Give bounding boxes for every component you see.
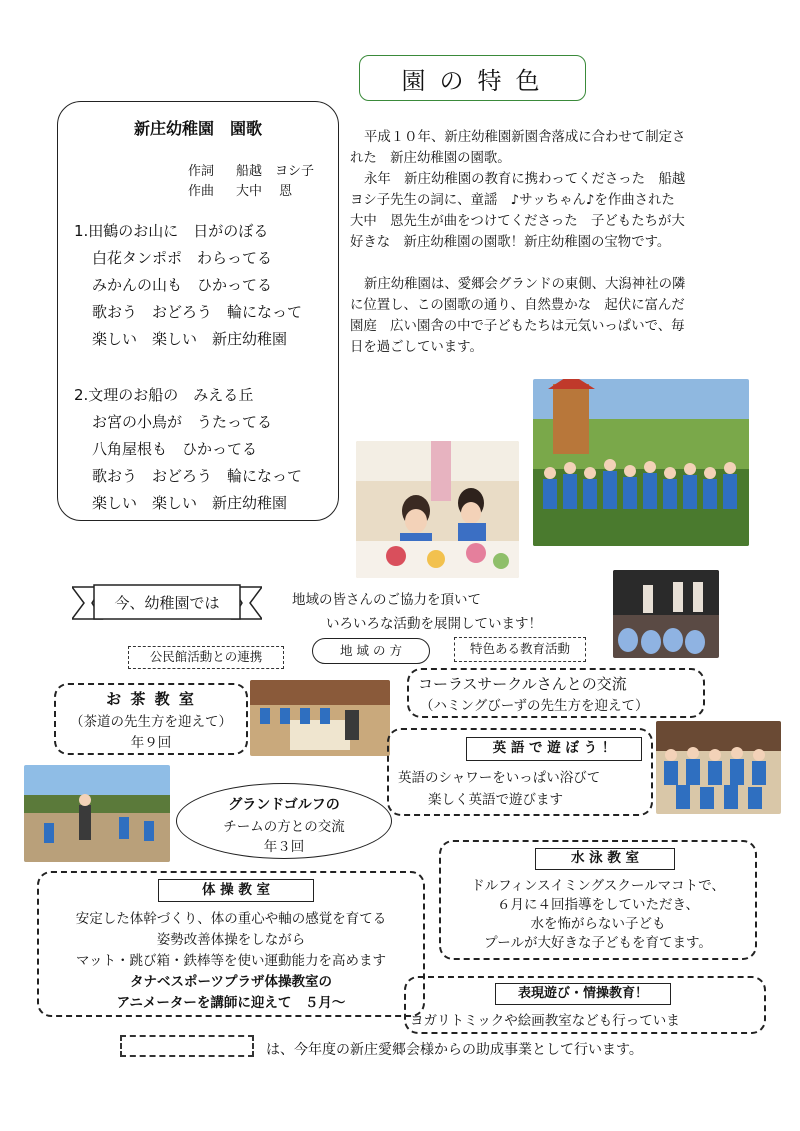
english-line-2: 楽しく英語で遊びます	[428, 792, 563, 808]
composer-name: 大中 恩	[236, 184, 293, 199]
expression-line-1: ヨガリトミックや絵画教室なども行っていま	[410, 1013, 680, 1029]
intro-line: 新庄幼稚園は、愛郷会グランドの東側、大潟神社の隣	[364, 277, 686, 292]
intro-line: 平成１０年、新庄幼稚園新園舎落成に合わせて制定さ	[364, 130, 686, 145]
gym-line-4: タナベスポーツプラザ体操教室の	[130, 974, 332, 990]
verse-line: 歌おう おどろう 輪になって	[92, 467, 303, 485]
tea-line-2: 年９回	[130, 735, 172, 751]
english-title: 英 語 で 遊 ぼ う ！	[466, 737, 642, 761]
intro-line: ヨシ子先生の詞に、童謡 ♪サッちゃん♪を作曲された	[350, 193, 675, 208]
photo-english-class	[656, 721, 781, 814]
verse-line: 八角屋根も ひかってる	[92, 440, 258, 458]
intro-line: に位置し、この園歌の通り、自然豊かな 起伏に富んだ	[350, 298, 685, 313]
swim-line-2: ６月に４回指導をしていただき、	[497, 897, 699, 913]
gym-line-1: 安定した体幹づくり、体の重心や軸の感覚を育てる	[75, 911, 387, 927]
golf-line-2: チームの方との交流	[223, 819, 345, 835]
verse-line: 楽しい 楽しい 新庄幼稚園	[92, 494, 288, 512]
tag-community: 地 域 の 方	[312, 638, 430, 664]
expression-title: 表現遊び・情操教育！	[495, 983, 671, 1005]
verse-2	[74, 382, 302, 517]
activities-banner	[72, 583, 262, 623]
gym-line-5: アニメーターを講師に迎えて ５月〜	[116, 995, 346, 1011]
chorus-line-1: （ハミングびーずの先生方を迎えて）	[420, 698, 649, 714]
community-line-1: 地域の皆さんのご協力を頂いて	[292, 592, 481, 608]
chorus-title: コーラスサークルさんとの交流	[418, 675, 627, 693]
verse-line: 1.田鶴のお山に 日がのぼる	[74, 222, 269, 240]
intro-text	[350, 127, 730, 358]
banner-text: 今、幼稚園では	[114, 594, 220, 612]
intro-line: 永年 新庄幼稚園の教育に携わってくださった 船越	[364, 172, 686, 187]
intro-line: 園庭 広い園舎の中で子どもたちは元気いっぱいで、毎	[350, 319, 685, 334]
footer-text: は、今年度の新庄愛郷会様からの助成事業として行います。	[266, 1042, 643, 1058]
swim-title: 水 泳 教 室	[535, 848, 675, 870]
english-line-1: 英語のシャワーをいっぱい浴びて	[398, 770, 601, 786]
verse-line: 楽しい 楽しい 新庄幼稚園	[92, 330, 288, 348]
photo-group-playground	[533, 379, 749, 546]
verse-line: 白花タンポポ わらってる	[92, 249, 273, 267]
tag-kominkan: 公民館活動との連携	[128, 646, 284, 669]
intro-line: れた 新庄幼稚園の園歌。	[350, 151, 511, 166]
lyricist-role: 作詞	[188, 164, 215, 179]
footer-legend-box	[120, 1035, 254, 1057]
golf-line-3: 年３回	[263, 839, 305, 855]
page-title: 園の特色	[359, 55, 586, 101]
tea-title: お 茶 教 室	[106, 690, 196, 708]
swim-line-3: 水を怖がらない子ども	[530, 916, 666, 932]
golf-line-1: グランドゴルフの	[228, 797, 340, 813]
verse-line: みかんの山も ひかってる	[92, 276, 273, 294]
verse-line: 歌おう おどろう 輪になって	[92, 303, 303, 321]
photo-tea-class	[250, 680, 390, 756]
verse-line: 2.文理のお船の みえる丘	[74, 386, 254, 404]
tea-line-1: （茶道の先生方を迎えて）	[70, 714, 232, 730]
photo-chorus	[613, 570, 719, 658]
gym-line-3: マット・跳び箱・鉄棒等を使い運動能力を高めます	[76, 953, 386, 969]
lyricist-name: 船越 ヨシ子	[236, 164, 315, 179]
composer-role: 作曲	[188, 184, 215, 199]
verse-line: お宮の小鳥が うたってる	[92, 413, 273, 431]
intro-line: 日を過ごしています。	[350, 340, 483, 355]
gym-line-2: 姿勢改善体操をしながら	[156, 932, 306, 948]
intro-line: 好きな 新庄幼稚園の園歌！新庄幼稚園の宝物です。	[350, 235, 671, 250]
song-title: 新庄幼稚園 園歌	[133, 119, 262, 138]
community-line-2: いろいろな活動を展開しています！	[326, 616, 542, 632]
photo-ground-golf	[24, 765, 170, 862]
gym-title: 体 操 教 室	[158, 879, 314, 902]
school-song-box	[57, 101, 339, 521]
swim-line-1: ドルフィンスイミングスクールマコトで、	[471, 878, 725, 894]
intro-line: 大中 恩先生が曲をつけてくださった 子どもたちが大	[350, 214, 685, 229]
tag-special: 特色ある教育活動	[454, 637, 586, 662]
intro-spacer	[350, 253, 730, 274]
photo-children-sweets	[356, 441, 519, 578]
swim-line-4: プールが大好きな子どもを育てます。	[484, 935, 712, 951]
verse-1	[74, 218, 302, 353]
